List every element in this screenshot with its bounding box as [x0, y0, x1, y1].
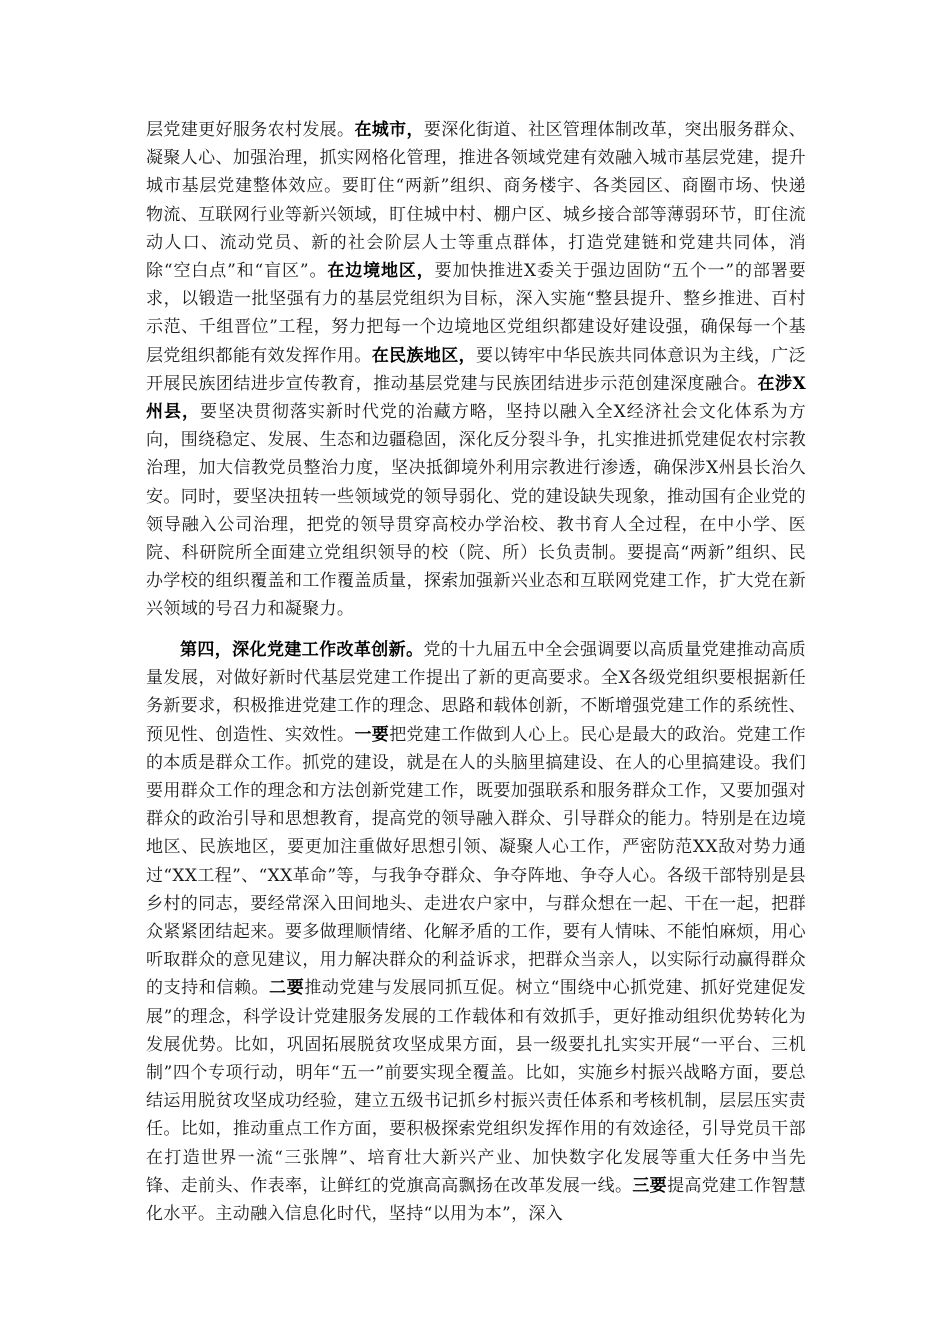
- text-run: 党的十九届五中全会强调要以高质量党建推动高质量发展，对做好新时代基层党建工作提出了新的更高要求。全X各级党组织要根据新任务新要求，积极推进党建工作的理念、思路和载体创新，不断增强党建工作的系统性、预见性、创造性、实效性。: [146, 640, 807, 745]
- text-run: 层党建更好服务农村发展。: [146, 120, 355, 140]
- text-run: 要深化街道、社区管理体制改革，突出服务群众、凝聚人心、加强治理，抓实网格化管理，推进各领域党建有效融入城市基层党建，提升城市基层党建整体效应。要盯住“两新”组织、商务楼宇、各类园区、商圈市场、快递物流、互联网行业等新兴领域，盯住城中村、棚户区、城乡接合部等薄弱环节，盯住流动人口、流动党员、新的社会阶层人士等重点群体，打造党建链和党建共同体，消除“空白点”和“盲区”。: [146, 120, 807, 282]
- bold-run: 二要: [269, 978, 305, 999]
- bold-run: 在涉X州县，: [146, 373, 806, 423]
- paragraph-urban-border-ethnic: [146, 116, 806, 624]
- bold-run: 在边境地区，: [327, 261, 435, 282]
- bold-run: 一要: [354, 724, 390, 745]
- text-run: 要以铸牢中华民族共同体意识为主线，广泛开展民族团结进步宣传教育，推动基层党建与民族团结进步示范创建深度融合。: [146, 345, 806, 394]
- paragraph-fourth-reform: [146, 636, 806, 1228]
- text-run: 要加快推进X委关于强边固防“五个一”的部署要求，以锻造一批坚强有力的基层党组织为目标，深入实施“整县提升、整乡推进、百村示范、千组晋位”工程，努力把每一个边境地区党组织都建设好建设强，确保每一个基层党组织都能有效发挥作用。: [146, 261, 806, 366]
- section-heading: 第四，深化党建工作改革创新。: [180, 640, 424, 660]
- bold-run: 在民族地区，: [371, 345, 477, 366]
- text-run: 把党建工作做到人心上。民心是最大的政治。党建工作的本质是群众工作。抓党的建设，就是在人的头脑里搞建设、在人的心里搞建设。我们要用群众工作的理念和方法创新党建工作，既要加强联系和服务群众工作，又要加强对群众的政治引导和思想教育，提高党的领导融入群众、引导群众的能力。特别是在边境地区、民族地区，要更加注重做好思想引领、凝聚人心工作，严密防范XX敌对势力通过“XX工程”、“XX革命”等，与我争夺群众、争夺阵地、争夺人心。各级干部特别是县乡村的同志，要经常深入田间地头、走进农户家中，与群众想在一起、干在一起，把群众紧紧团结起来。要多做理顺情绪、化解矛盾的工作，要有人情味、不能怕麻烦，用心听取群众的意见建议，用力解决群众的利益诉求，把群众当亲人，以实际行动赢得群众的支持和信赖。: [146, 724, 807, 999]
- text-run: 要坚决贯彻落实新时代党的治藏方略，坚持以融入全X经济社会文化体系为方向，围绕稳定、发展、生态和边疆稳固，深化反分裂斗争，扎实推进抓党建促农村宗教治理，加大信教党员整治力度，坚决抵御境外利用宗教进行渗透，确保涉X州县长治久安。同时，要坚决扭转一些领域党的领导弱化、党的建设缺失现象，推动国有企业党的领导融入公司治理，把党的领导贯穿高校办学治校、教书育人全过程，在中小学、医院、科研院所全面建立党组织领导的校（院、所）长负责制。要提高“两新”组织、民办学校的组织覆盖和工作覆盖质量，探索加强新兴业态和互联网党建工作，扩大党在新兴领域的号召力和凝聚力。: [146, 402, 806, 620]
- text-run: 提高党建工作智慧化水平。主动融入信息化时代，坚持“以用为本”，深入: [146, 1175, 806, 1225]
- text-run: 推动党建与发展同抓互促。树立“围绕中心抓党建、抓好党建促发展”的理念，科学设计党建服务发展的工作载体和有效抓手，更好推动组织优势转化为发展优势。比如，巩固拓展脱贫攻坚成果方面，县一级要扎扎实实开展“一平台、三机制”四个专项行动，明年“五一”前要实现全覆盖。比如，实施乡村振兴战略方面，要总结运用脱贫攻坚成功经验，建立五级书记抓乡村振兴责任体系和考核机制，层层压实责任。比如，推动重点工作方面，要积极探索党组织发挥作用的有效途径，引导党员干部在打造世界一流“三张牌”、培育壮大新兴产业、加快数字化发展等重大任务中当先锋、走前头、作表率，让鲜红的党旗高高飘扬在改革发展一线。: [146, 978, 806, 1196]
- bold-run: 三要: [632, 1175, 668, 1196]
- bold-run: 在城市，: [354, 120, 424, 140]
